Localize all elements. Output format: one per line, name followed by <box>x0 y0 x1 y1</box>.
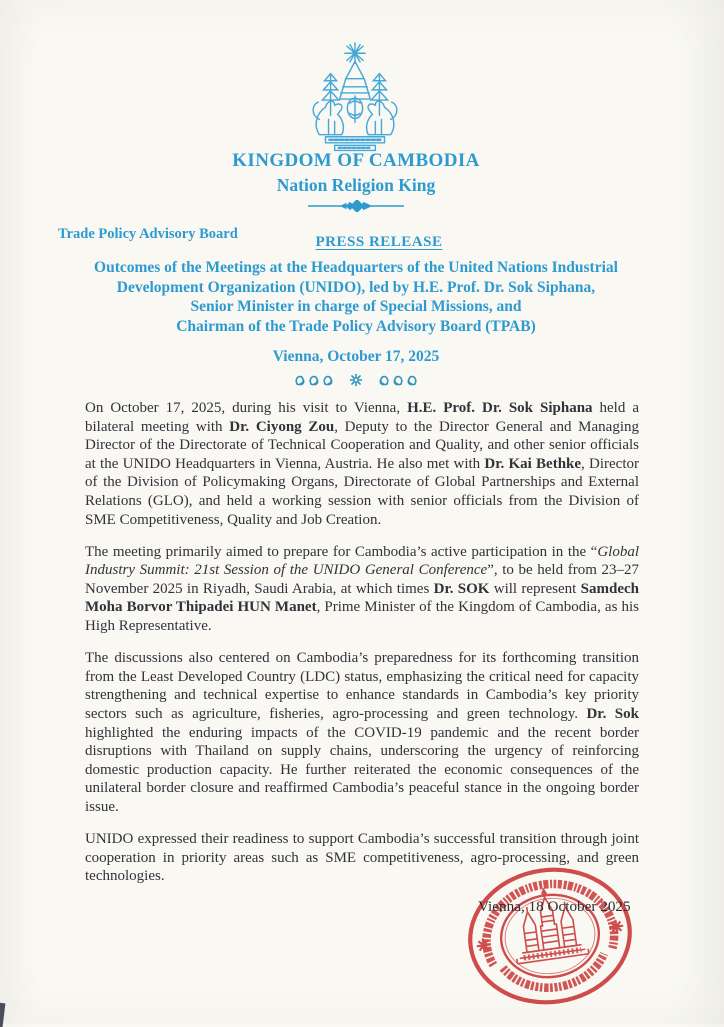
scan-corner-artifact <box>0 1003 5 1027</box>
paragraph <box>85 399 639 529</box>
text-run: H.E. Prof. Dr. Sok Siphana <box>407 400 593 416</box>
text-run: highlighted the enduring impacts of the COVID-19 pandemic and the recent border disruptions with Thailand on supply chains, underscoring the urgency of reinforcing domestic production capacity. He further reiterated the economic consequences of the unilateral border closure and reaffirmed Cambodia’s peaceful stance in the ongoing border issue. <box>85 724 639 815</box>
title-line: Chairman of the Trade Policy Advisory Board (TPAB) <box>176 317 536 335</box>
text-run: Samdech Moha Borvor Thipadei HUN Manet <box>85 580 639 616</box>
text-run: , Director of the Division of Policymaking Organs, Directorate of Global Partnerships and External Relations (GLO), and held a working session with senior officials from the Division of SME Competitiveness, Quality and Job Creation. <box>85 455 639 528</box>
text-run: Dr. Sok <box>586 705 639 722</box>
text-run: will represent <box>489 580 581 597</box>
text-run: UNIDO expressed their readiness to support Cambodia’s successful transition through joint cooperation in priority areas such as SME competitiveness, agro-processing, and green technologies. <box>85 830 639 885</box>
text-run: On October 17, 2025, during his visit to Vienna, <box>85 400 408 416</box>
diamond-rule-icon <box>0 200 712 212</box>
text-run: held a bilateral meeting with <box>85 400 639 435</box>
dateline: Vienna, October 17, 2025 <box>272 348 440 365</box>
stamp-date-overlay: Vienna, 18 October 2025 <box>478 898 631 915</box>
text-run: Dr. SOK <box>433 580 490 597</box>
motto-line: Nation Religion King <box>276 175 436 195</box>
paragraph <box>85 543 639 636</box>
document-body <box>85 399 639 899</box>
title-line: Outcomes of the Meetings at the Headquarters of the United Nations Industrial <box>94 259 618 276</box>
press-release-heading: PRESS RELEASE <box>315 234 443 250</box>
text-run: ”, to be held from 23–27 November 2025 in Riyadh, Saudi Arabia, at which times <box>85 562 639 597</box>
royal-arms-emblem-icon <box>299 40 411 152</box>
red-seal-stamp <box>463 863 637 1009</box>
text-run: , Deputy to the Director General and Managing Director of the Directorate of Technical Cooperation and Quality, and other senior officials at the UNIDO Headquarters in Vienna, Austria. He also met with <box>85 418 639 472</box>
text-run: Dr. Kai Bethke <box>484 455 582 472</box>
text-run: Dr. Ciyong Zou <box>229 418 335 435</box>
text-run: The meeting primarily aimed to prepare for Cambodia’s active participation in the “ <box>85 543 598 560</box>
text-run: Global Industry Summit: 21st Session of the UNIDO General Conference <box>85 543 639 579</box>
org-label: Trade Policy Advisory Board <box>58 226 238 242</box>
title-line: Development Organization (UNIDO), led by H.E. Prof. Dr. Sok Siphana, <box>116 278 596 296</box>
kingdom-title: KINGDOM OF CAMBODIA <box>232 150 480 171</box>
document-title <box>0 258 712 336</box>
paragraph <box>85 649 639 816</box>
text-run: , Prime Minister of the Kingdom of Cambodia, as his High Representative. <box>85 599 639 635</box>
khmer-ornament-icon <box>0 372 712 390</box>
title-line: Senior Minister in charge of Special Missions, and <box>190 298 522 316</box>
text-run: The discussions also centered on Cambodia’s preparedness for its forthcoming transition from the Least Developed Country (LDC) status, emphasizing the critical need for capacity strengthening and technical expertise to enhance standards in Cambodia’s key priority sectors such as agriculture, fisheries, agro-processing and green technology. <box>85 650 639 722</box>
